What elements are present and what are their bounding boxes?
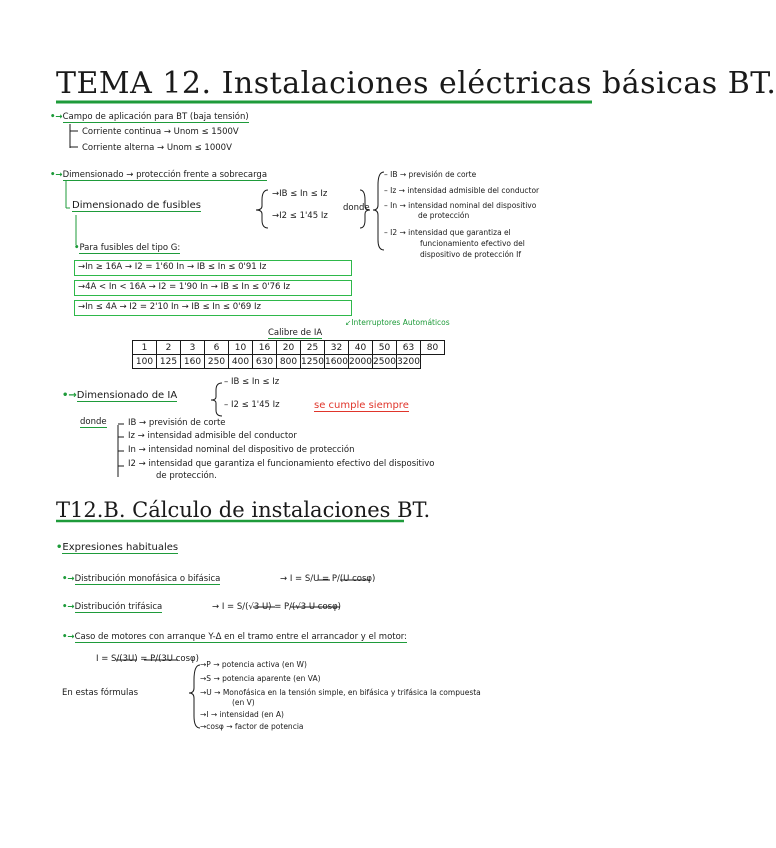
section-title: T12.B. Cálculo de instalaciones BT.	[56, 498, 431, 522]
fusibles-def-1: – IB → previsión de corte	[384, 170, 477, 179]
calibre-cell: 630	[253, 355, 277, 369]
fusibles-def-3b: de protección	[418, 211, 470, 220]
calibre-cell: 2	[157, 341, 181, 355]
calibre-row-1	[133, 341, 445, 355]
expr-heading: •Expresiones habituales	[56, 542, 179, 553]
ia-donde: donde	[80, 417, 107, 427]
ia-def-4b: de protección.	[156, 471, 217, 481]
campo-continua: Corriente continua → Unom ≤ 1500V	[82, 127, 239, 137]
calibre-cell: 1250	[301, 356, 324, 367]
fusibles-donde: donde	[343, 203, 370, 213]
ia-def-1: IB → previsión de corte	[128, 418, 226, 428]
page-title: TEMA 12. Instalaciones eléctricas básicas BT.	[56, 66, 776, 101]
ia-cond2: – I2 ≤ 1'45 Iz	[224, 400, 280, 410]
calibre-cell: 1	[133, 341, 157, 355]
formula-def-4: →I → intensidad (en A)	[200, 710, 284, 719]
calibre-cell: 800	[277, 355, 301, 369]
calibre-cell: 80	[421, 341, 445, 355]
calibre-cell: 125	[157, 355, 181, 369]
expr-tri-formula: → I = S/(√3 U) = P/(√3 U cosφ)	[212, 602, 342, 612]
calibre-cell: 160	[181, 355, 205, 369]
calibre-cell: 20	[277, 341, 301, 355]
campo-alterna: Corriente alterna → Unom ≤ 1000V	[82, 143, 232, 153]
calibre-row-2	[133, 355, 445, 369]
ia-note: se cumple siempre	[314, 400, 409, 411]
calibre-cell	[421, 355, 445, 369]
expr-mono: •→Distribución monofásica o bifásica	[62, 574, 221, 584]
fusibles-cond2: →I2 ≤ 1'45 Iz	[272, 211, 328, 221]
expr-motores: •→Caso de motores con arranque Y-Δ en el tramo entre el arrancador y el motor:	[62, 632, 408, 642]
tipog-row-3-text: →In ≤ 4A → I2 = 2'10 In → IB ≤ In ≤ 0'69 Iz	[78, 302, 261, 312]
expr-tri: •→Distribución trifásica	[62, 602, 163, 612]
formula-def-3b: (en V)	[232, 698, 255, 707]
formula-def-5: →cosφ → factor de potencia	[200, 722, 304, 731]
calibre-cell: 3	[181, 341, 205, 355]
calibre-cell: 400	[229, 355, 253, 369]
calibre-cell: 100	[133, 355, 157, 369]
calibre-cell: 50	[373, 341, 397, 355]
calibre-label: Calibre de IA	[268, 328, 323, 338]
calibre-cell: 2000	[349, 356, 372, 367]
fusibles-def-4: – I2 → intensidad que garantiza el	[384, 228, 511, 237]
campo-heading: •→Campo de aplicación para BT (baja tensión)	[50, 112, 249, 122]
calibre-note: ↙Interruptores Automáticos	[345, 318, 450, 327]
calibre-cell: 25	[301, 341, 325, 355]
calibre-cell: 16	[253, 341, 277, 355]
dimensionado-heading: •→Dimensionado → protección frente a sobrecarga	[50, 170, 268, 180]
calibre-cell: 2500	[373, 356, 396, 367]
ia-def-2: Iz → intensidad admisible del conductor	[128, 431, 297, 441]
formula-def-2: →S → potencia aparente (en VA)	[200, 674, 321, 683]
fusibles-label: Dimensionado de fusibles	[72, 200, 201, 211]
ia-def-3: In → intensidad nominal del dispositivo de protección	[128, 445, 355, 455]
calibre-cell: 63	[397, 341, 421, 355]
calibre-cell: 6	[205, 341, 229, 355]
expr-mono-formula: → I = S/U = P/(U cosφ)	[280, 574, 376, 584]
tipog-row-2-text: →4A < In < 16A → I2 = 1'90 In → IB ≤ In ≤ 0'76 Iz	[78, 282, 291, 292]
fusibles-def-3: – In → intensidad nominal del dispositivo	[384, 201, 537, 210]
calibre-cell: 3200	[397, 356, 420, 367]
ia-heading: •→Dimensionado de IA	[62, 390, 178, 401]
formulas-label: En estas fórmulas	[62, 688, 138, 698]
ia-cond1: – IB ≤ In ≤ Iz	[224, 377, 280, 387]
tipog-row-1-text: →In ≥ 16A → I2 = 1'60 In → IB ≤ In ≤ 0'91 Iz	[78, 262, 267, 272]
calibre-cell: 1600	[325, 356, 348, 367]
tipog-heading: •Para fusibles del tipo G:	[74, 243, 181, 253]
calibre-cell: 32	[325, 341, 349, 355]
fusibles-def-4c: dispositivo de protección If	[420, 250, 522, 259]
calibre-cell: 40	[349, 341, 373, 355]
fusibles-cond1: →IB ≤ In ≤ Iz	[272, 189, 328, 199]
calibre-cell: 10	[229, 341, 253, 355]
calibre-cell: 250	[205, 355, 229, 369]
formula-def-3: →U → Monofásica en la tensión simple, en bifásica y trifásica la compuesta	[200, 688, 481, 697]
calibre-table	[132, 340, 445, 369]
fusibles-def-2: – Iz → intensidad admisible del conductor	[384, 186, 540, 195]
formula-def-1: →P → potencia activa (en W)	[200, 660, 307, 669]
ia-def-4: I2 → intensidad que garantiza el funcionamiento efectivo del dispositivo	[128, 459, 435, 469]
fusibles-def-4b: funcionamiento efectivo del	[420, 239, 525, 248]
expr-motores-formula: I = S/(3U) = P/(3U cosφ)	[96, 654, 199, 664]
